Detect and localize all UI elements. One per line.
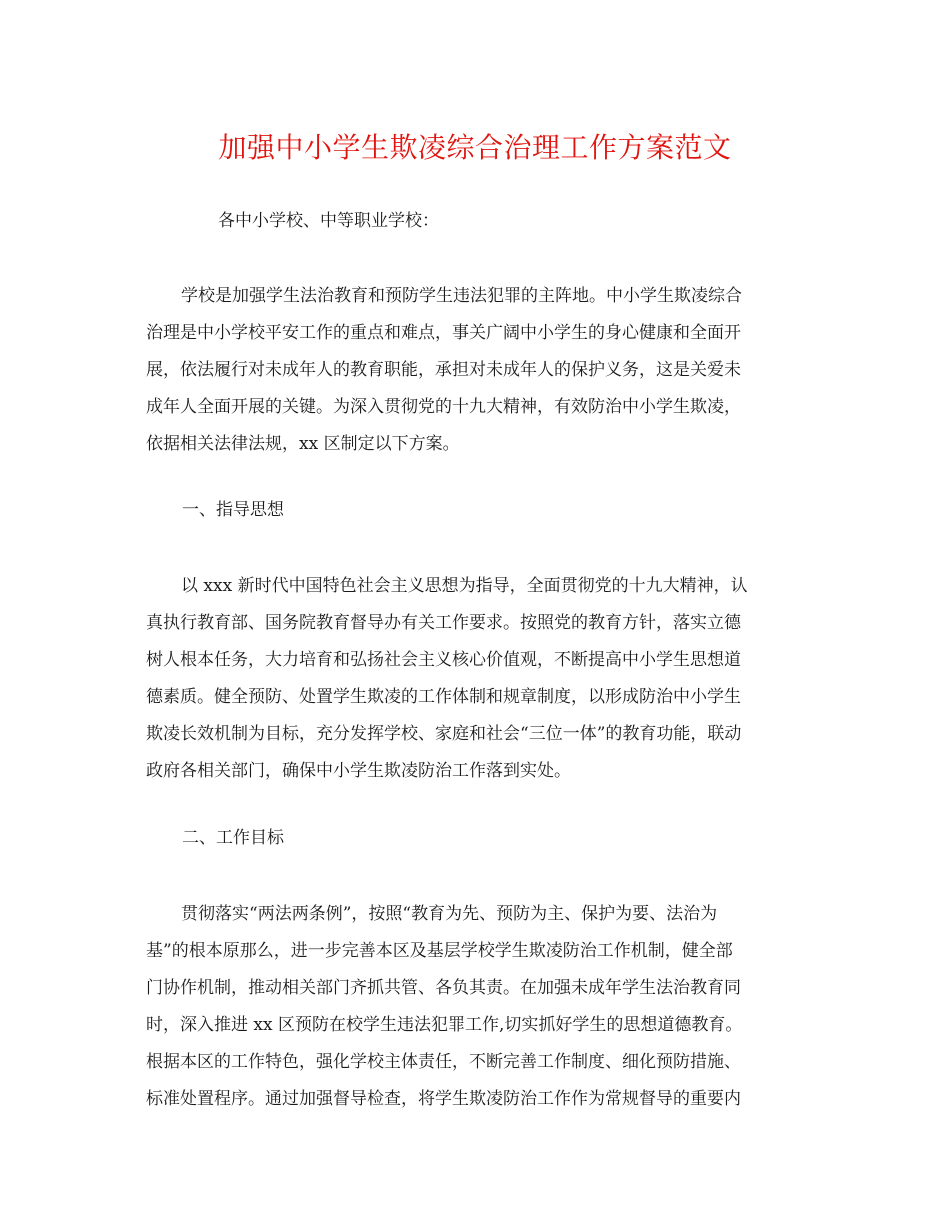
paragraph-line: 树人根本任务，大力培育和弘扬社会主义核心价值观，不断提高中小学生思想道 (146, 650, 741, 670)
paragraph-line: 欺凌长效机制为目标，充分发挥学校、家庭和社会“三位一体”的教育功能，联动 (146, 724, 742, 744)
paragraph-guiding-ideology (146, 568, 806, 790)
paragraph-line: 基”的根本原那么，进一步完善本区及基层学校学生欺凌防治工作机制，健全部 (146, 941, 733, 961)
paragraph-line: 德素质。健全预防、处置学生欺凌的工作体制和规章制度，以形成防治中小学生 (146, 687, 741, 707)
paragraph-line: 展，依法履行对未成年人的教育职能，承担对未成年人的保护义务，这是关爱未 (146, 360, 741, 380)
salutation: 各中小学校、中等职业学校： (218, 211, 439, 231)
paragraph-line: 贯彻落实“两法两条例”，按照“教育为先、预防为主、保护为要、法治为 (181, 904, 718, 924)
paragraph-line: 治理是中小学校平安工作的重点和难点，事关广阔中小学生的身心健康和全面开 (146, 323, 741, 343)
paragraph-line: 根据本区的工作特色，强化学校主体责任，不断完善工作制度、细化预防措施、 (146, 1052, 741, 1072)
paragraph-line: 以 xxx 新时代中国特色社会主义思想为指导，全面贯彻党的十九大精神，认 (181, 576, 748, 596)
paragraph-line: 门协作机制，推动相关部门齐抓共管、各负其责。在加强未成年学生法治教育同 (146, 978, 741, 998)
paragraph-line: 成年人全面开展的关键。为深入贯彻党的十九大精神，有效防治中小学生欺凌， (146, 397, 741, 417)
paragraph-line: 学校是加强学生法治教育和预防学生违法犯罪的主阵地。中小学生欺凌综合 (181, 286, 742, 306)
paragraph-intro (146, 278, 806, 463)
paragraph-line: 时，深入推进 xx 区预防在校学生违法犯罪工作,切实抓好学生的思想道德教育。 (146, 1015, 743, 1035)
document-title: 加强中小学生欺凌综合治理工作方案范文 (218, 131, 732, 164)
section-heading-work-objectives: 二、工作目标 (182, 828, 284, 848)
paragraph-line: 真执行教育部、国务院教育督导办有关工作要求。按照党的教育方针，落实立德 (146, 613, 741, 633)
paragraph-line: 依据相关法律法规，xx 区制定以下方案。 (146, 434, 460, 454)
section-heading-guiding-ideology: 一、指导思想 (182, 500, 284, 520)
paragraph-work-objectives (146, 896, 806, 1118)
paragraph-line: 政府各相关部门，确保中小学生欺凌防治工作落到实处。 (146, 761, 571, 781)
paragraph-line: 标准处置程序。通过加强督导检查，将学生欺凌防治工作作为常规督导的重要内 (146, 1089, 741, 1109)
